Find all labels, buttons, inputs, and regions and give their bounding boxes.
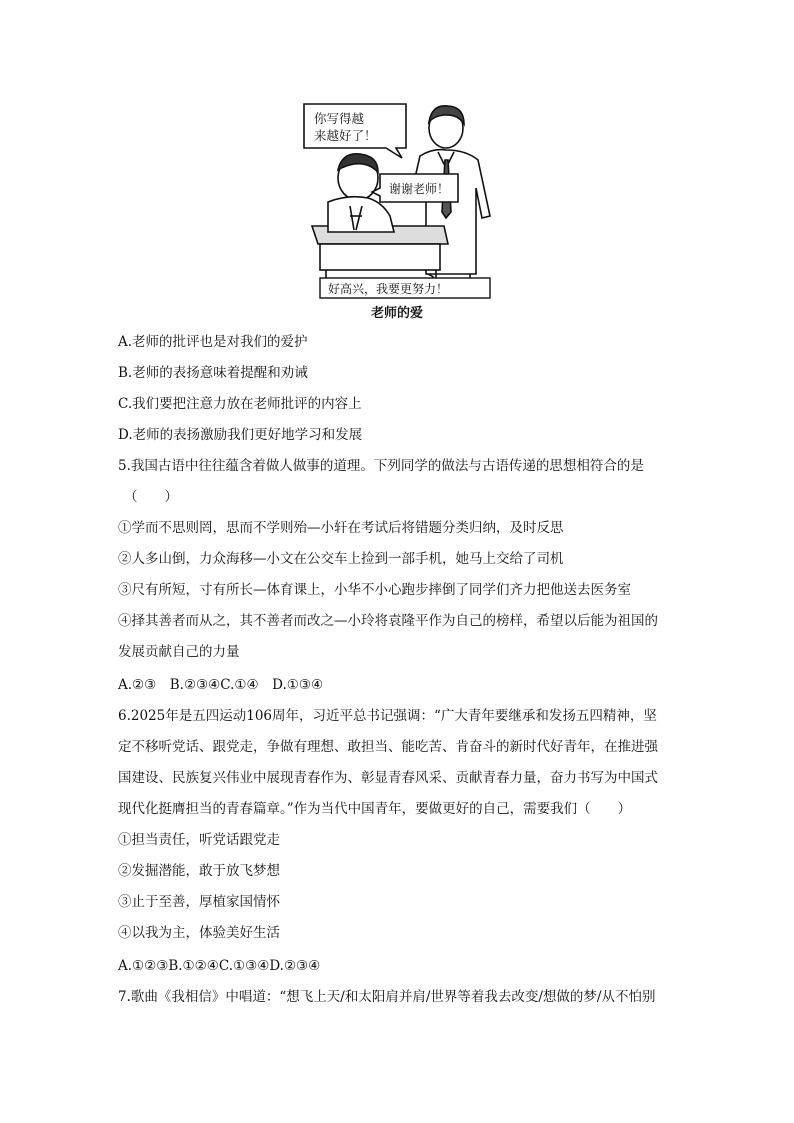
q4-option-c: C.我们要把注意力放在老师批评的内容上 <box>118 396 362 412</box>
q6-stem-line-4: 现代化挺膺担当的青春篇章。”作为当代中国青年，要做更好的自己，需要我们（ ） <box>118 801 632 817</box>
q5-choices: A.②③ B.②③④C.①④ D.①③④ <box>118 677 324 693</box>
teacher-praise-illustration <box>298 98 494 300</box>
banner-text: 好高兴，我要更努力！ <box>328 282 449 296</box>
speech-bubble-student <box>372 174 458 202</box>
q4-option-a: A.老师的批评也是对我们的爱护 <box>118 334 308 350</box>
q6-stem-line-1: 6.2025年是五四运动106周年，习近平总书记强调：“广大青年要继承和发扬五四精神，坚 <box>118 708 657 724</box>
teacher-bubble-line-1: 你写得越 <box>314 111 365 126</box>
q5-item-1: ①学而不思则罔，思而不学则殆—小轩在考试后将错题分类归纳，及时反思 <box>118 520 564 536</box>
q6-stem-line-3: 国建设、民族复兴伟业中展现青春作为、彰显青春风采、贡献青春力量，奋力书写为中国式 <box>118 770 658 786</box>
q4-option-b: B.老师的表扬意味着提醒和劝诫 <box>118 365 308 381</box>
q6-item-2: ②发掘潜能，敢于放飞梦想 <box>118 863 280 879</box>
q6-item-3: ③止于至善，厚植家国情怀 <box>118 894 280 910</box>
q6-item-1: ①担当责任，听党话跟党走 <box>118 832 280 848</box>
q5-stem: 5.我国古语中往往蕴含着做人做事的道理。下列同学的做法与古语传递的思想相符合的是 <box>118 458 644 474</box>
student-bubble-text: 谢谢老师！ <box>389 182 450 196</box>
q5-item-4-cont: 发展贡献自己的力量 <box>118 644 240 660</box>
teacher-bubble-line-2: 来越好了！ <box>314 128 377 143</box>
q4-option-d: D.老师的表扬激励我们更好地学习和发展 <box>118 427 363 443</box>
q6-item-4: ④以我为主，体验美好生活 <box>118 925 280 941</box>
q5-answer-bracket: （ ） <box>124 489 178 505</box>
q6-choices: A.①②③B.①②④C.①③④D.②③④ <box>118 958 321 974</box>
thought-banner <box>320 278 490 298</box>
q5-item-4: ④择其善者而从之，其不善者而改之—小玲将袁隆平作为自己的榜样，希望以后能为祖国的 <box>118 613 658 629</box>
q6-stem-line-2: 定不移听党话、跟党走，争做有理想、敢担当、能吃苦、肯奋斗的新时代好青年，在推进强 <box>118 739 658 755</box>
desk <box>312 226 448 278</box>
q7-stem: 7.歌曲《我相信》中唱道：“想飞上天/和太阳肩并肩/世界等着我去改变/想做的梦/从不怕别 <box>118 989 656 1005</box>
q5-item-3: ③尺有所短，寸有所长—体育课上，小华不小心跑步摔倒了同学们齐力把他送去医务室 <box>118 582 631 598</box>
q5-item-2: ②人多山倒，力众海移—小文在公交车上捡到一部手机，她马上交给了司机 <box>118 551 564 567</box>
figure-caption: 老师的爱 <box>370 306 423 321</box>
